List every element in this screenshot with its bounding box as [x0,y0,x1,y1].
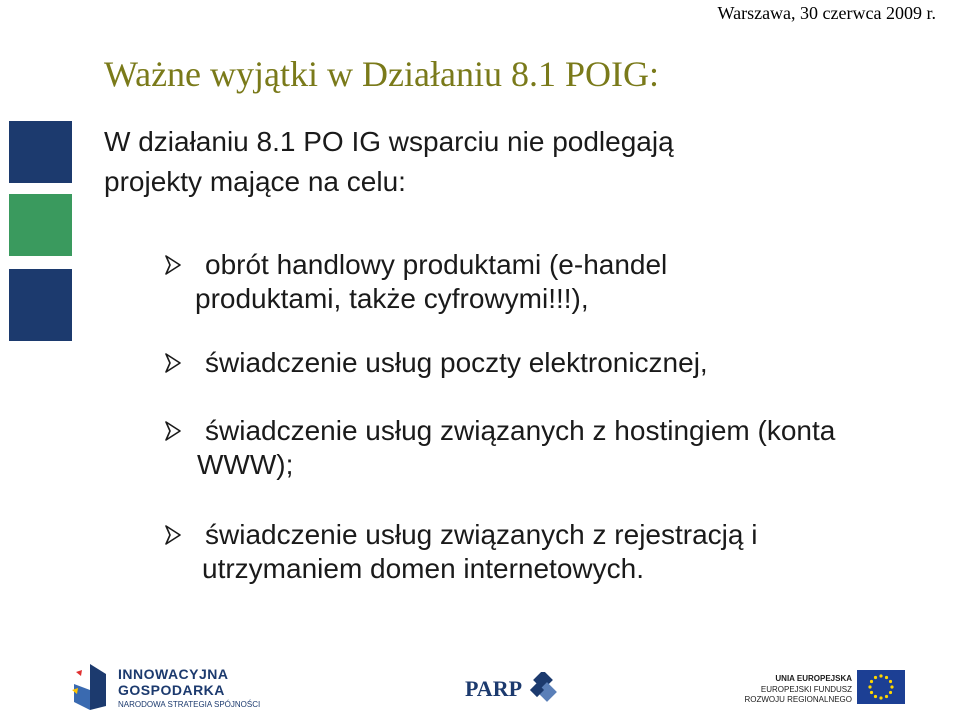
arrowhead-outline-icon [165,421,181,441]
innowacyjna-gospodarka-logo [70,662,261,712]
ig-logo-line-1: INNOWACYJNA [118,666,229,682]
arrowhead-outline-icon [165,353,181,373]
parp-logo-icon [527,672,559,704]
side-block-top [9,121,72,183]
side-block-bottom [9,269,72,341]
intro-line-2: projekty mające na celu: [104,166,406,197]
eu-logo-line-3: ROZWOJU REGIONALNEGO [744,695,852,704]
bullet-line: WWW); [197,449,294,480]
innowacyjna-gospodarka-logo-icon [70,662,110,712]
bullet-item-email [165,346,708,380]
intro-line-1: W działaniu 8.1 PO IG wsparciu nie podlegają [104,126,674,157]
ig-logo-line-3: NARODOWA STRATEGIA SPÓJNOŚCI [118,700,261,709]
slide-date: Warszawa, 30 czerwca 2009 r. [717,3,936,23]
footer-logos [0,650,960,714]
bullet-line: produktami, także cyfrowymi!!!), [195,283,589,314]
eu-logo [740,668,910,708]
bullet-line: świadczenie usług związanych z rejestracją i [205,519,758,550]
intro-text [104,122,924,202]
side-block-middle [9,194,72,256]
eu-logo-line-2: EUROPEJSKI FUNDUSZ [760,685,852,694]
bullet-line: świadczenie usług związanych z hostingiem (konta [205,415,836,446]
parp-logo-text: PARP [465,676,523,701]
bullet-line: utrzymaniem domen internetowych. [202,553,644,584]
bullet-item-ecommerce [165,248,667,316]
eu-logo-line-1: UNIA EUROPEJSKA [775,674,852,683]
parp-logo [465,672,565,706]
slide-title: Ważne wyjątki w Działaniu 8.1 POIG: [104,54,659,94]
ig-logo-line-2: GOSPODARKA [118,682,225,698]
bullet-item-domains [165,518,757,586]
arrowhead-outline-icon [165,525,181,545]
arrowhead-outline-icon [165,255,181,275]
eu-flag-icon [857,670,905,704]
bullet-line: obrót handlowy produktami (e-handel [205,249,668,280]
bullet-item-hosting [165,414,835,482]
bullet-line: świadczenie usług poczty elektronicznej, [205,347,708,378]
